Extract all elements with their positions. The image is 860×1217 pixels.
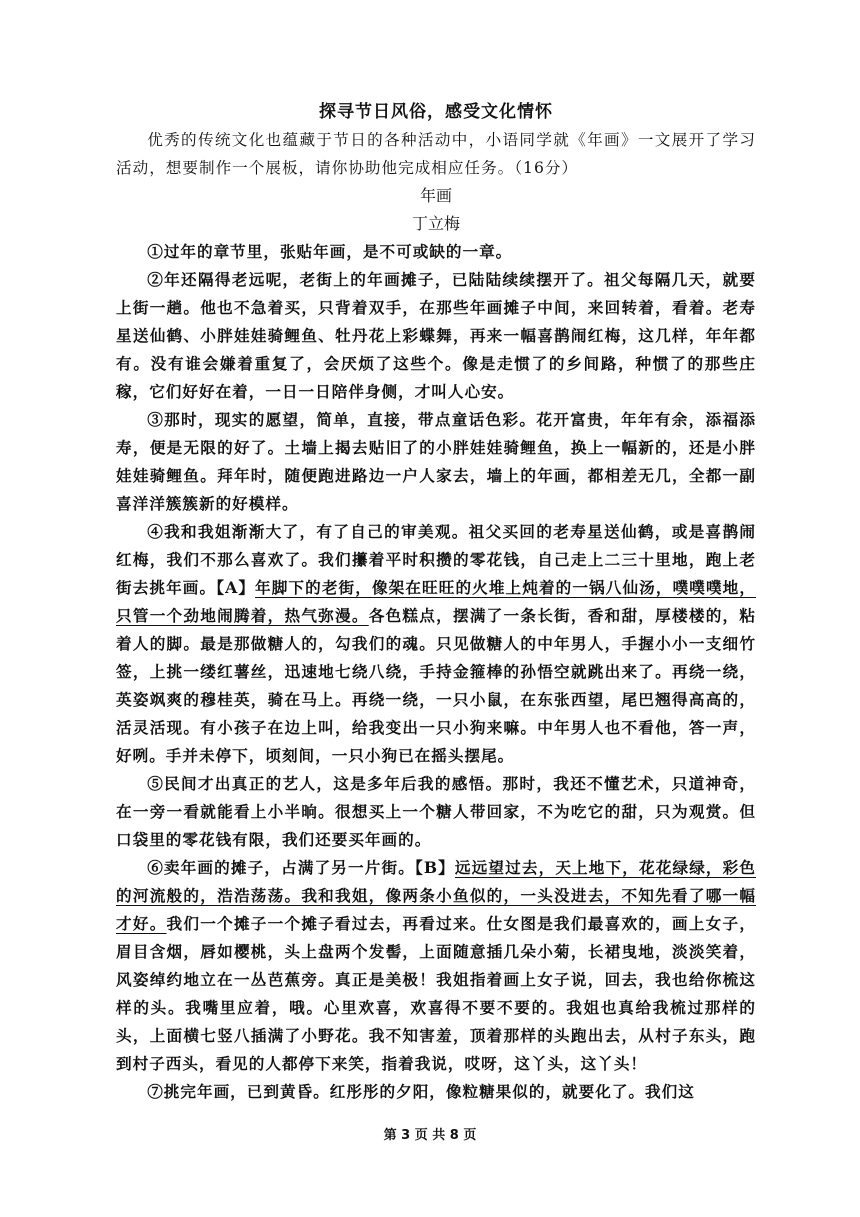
page-footer: 第 3 页 共 8 页 bbox=[383, 1128, 477, 1143]
paragraph-6-rest: 我们一个摊子一个摊子看过去，再看过来。仕女图是我们最喜欢的，画上女子，眉目含烟，唇如樱桃，头上盘两个发髻，上面随意插几朵小菊，长裙曳地，淡淡笑着，风姿绰约地立在一丛芭蕉旁。真正是美极！我姐指着画上女子说，回去，我也给你梳这样的头。我嘴里应着，哦。心里欢喜，欢喜得不要不要的。我姐也真给我梳过那样的头，上面横七竖八插满了小野花。我不知害羞，顶着那样的头跑出去，从村子东头，跑到村子西头，看见的人都停下来笑，指着我说，哎呀，这丫头，这丫头！ bbox=[116, 914, 756, 1073]
paragraph-6 bbox=[116, 854, 756, 1078]
paragraph-7: ⑦挑完年画，已到黄昏。红彤彤的夕阳，像粒糖果似的，就要化了。我们这 bbox=[147, 1082, 695, 1101]
underlined-sentence-b: 远远望过去，天上地下，花花绿绿，彩色的河流般的，浩浩荡荡。我和我姐，像两条小鱼似的，一头没进去，不知先看了哪一幅才好。 bbox=[116, 858, 756, 933]
paragraph-6-start: ⑥卖年画的摊子，占满了另一片街。【B】 bbox=[147, 858, 455, 877]
paragraph-4-start: ④我和我姐渐渐大了，有了自己的审美观。祖父买回的老寿星送仙鹤，或是喜鹊闹红梅，我们不那么喜欢了。我们攥着平时积攒的零花钱，自己走上二三十里地，跑上老街去挑年画。【A】 bbox=[116, 522, 756, 597]
paragraph-5: ⑤民间才出真正的艺人，这是多年后我的感悟。那时，我还不懂艺术，只道神奇，在一旁一看就能看上小半晌。很想买上一个糖人带回家，不为吃它的甜，只为观赏。但口袋里的零花钱有限，我们还要买年画的。 bbox=[116, 774, 756, 849]
section-heading: 探寻节日风俗，感受文化情怀 bbox=[319, 102, 553, 122]
article-author: 丁立梅 bbox=[411, 214, 460, 233]
paragraph-3: ③那时，现实的愿望，简单，直接，带点童话色彩。花开富贵，年年有余，添福添寿，便是无限的好了。土墙上揭去贴旧了的小胖娃娃骑鲤鱼，换上一幅新的，还是小胖娃娃骑鲤鱼。拜年时，随便跑进路边一户人家去，墙上的年画，都相差无几，全都一副喜洋洋簇簇新的好模样。 bbox=[116, 410, 756, 513]
paragraph-2: ②年还隔得老远呢，老街上的年画摊子，已陆陆续续摆开了。祖父每隔几天，就要上街一趟。他也不急着买，只背着双手，在那些年画摊子中间，来回转着，看着。老寿星送仙鹤、小胖娃娃骑鲤鱼、牡丹花上彩蝶舞，再来一幅喜鹊闹红梅，这几样，年年都有。没有谁会嫌着重复了，会厌烦了这些个。像是走惯了的乡间路，种惯了的那些庄稼，它们好好在着，一日一日陪伴身侧，才叫人心安。 bbox=[116, 270, 756, 401]
paragraph-4-rest: 各色糕点，摆满了一条长街，香和甜，厚楼楼的，粘着人的脚。最是那做糖人的，勾我们的魂。只见做糖人的中年男人，手握小小一支细竹签，上挑一缕红薯丝，迅速地七绕八绕，手持金箍棒的孙悟空就跳出来了。再绕一绕，英姿飒爽的穆桂英，骑在马上。再绕一绕，一只小鼠，在东张西望，尾巴翘得高高的，活灵活现。有小孩子在边上叫，给我变出一只小狗来嘛。中年男人也不看他，答一声，好咧。手并未停下，顷刻间，一只小狗已在摇头摆尾。 bbox=[116, 606, 756, 765]
page-content bbox=[116, 100, 756, 1106]
article-title: 年画 bbox=[419, 186, 452, 205]
paragraph-1: ①过年的章节里，张贴年画，是不可或缺的一章。 bbox=[147, 242, 513, 261]
underlined-sentence-a: 年脚下的老街，像架在旺旺的火堆上炖着的一锅八仙汤，噗噗噗地，只管一个劲地闹腾着，热气弥漫。 bbox=[116, 578, 756, 625]
paragraph-4 bbox=[116, 518, 756, 770]
task-intro: 优秀的传统文化也蕴藏于节日的各种活动中，小语同学就《年画》一文展开了学习活动，想要制作一个展板，请你协助他完成相应任务。（16分） bbox=[116, 131, 756, 177]
